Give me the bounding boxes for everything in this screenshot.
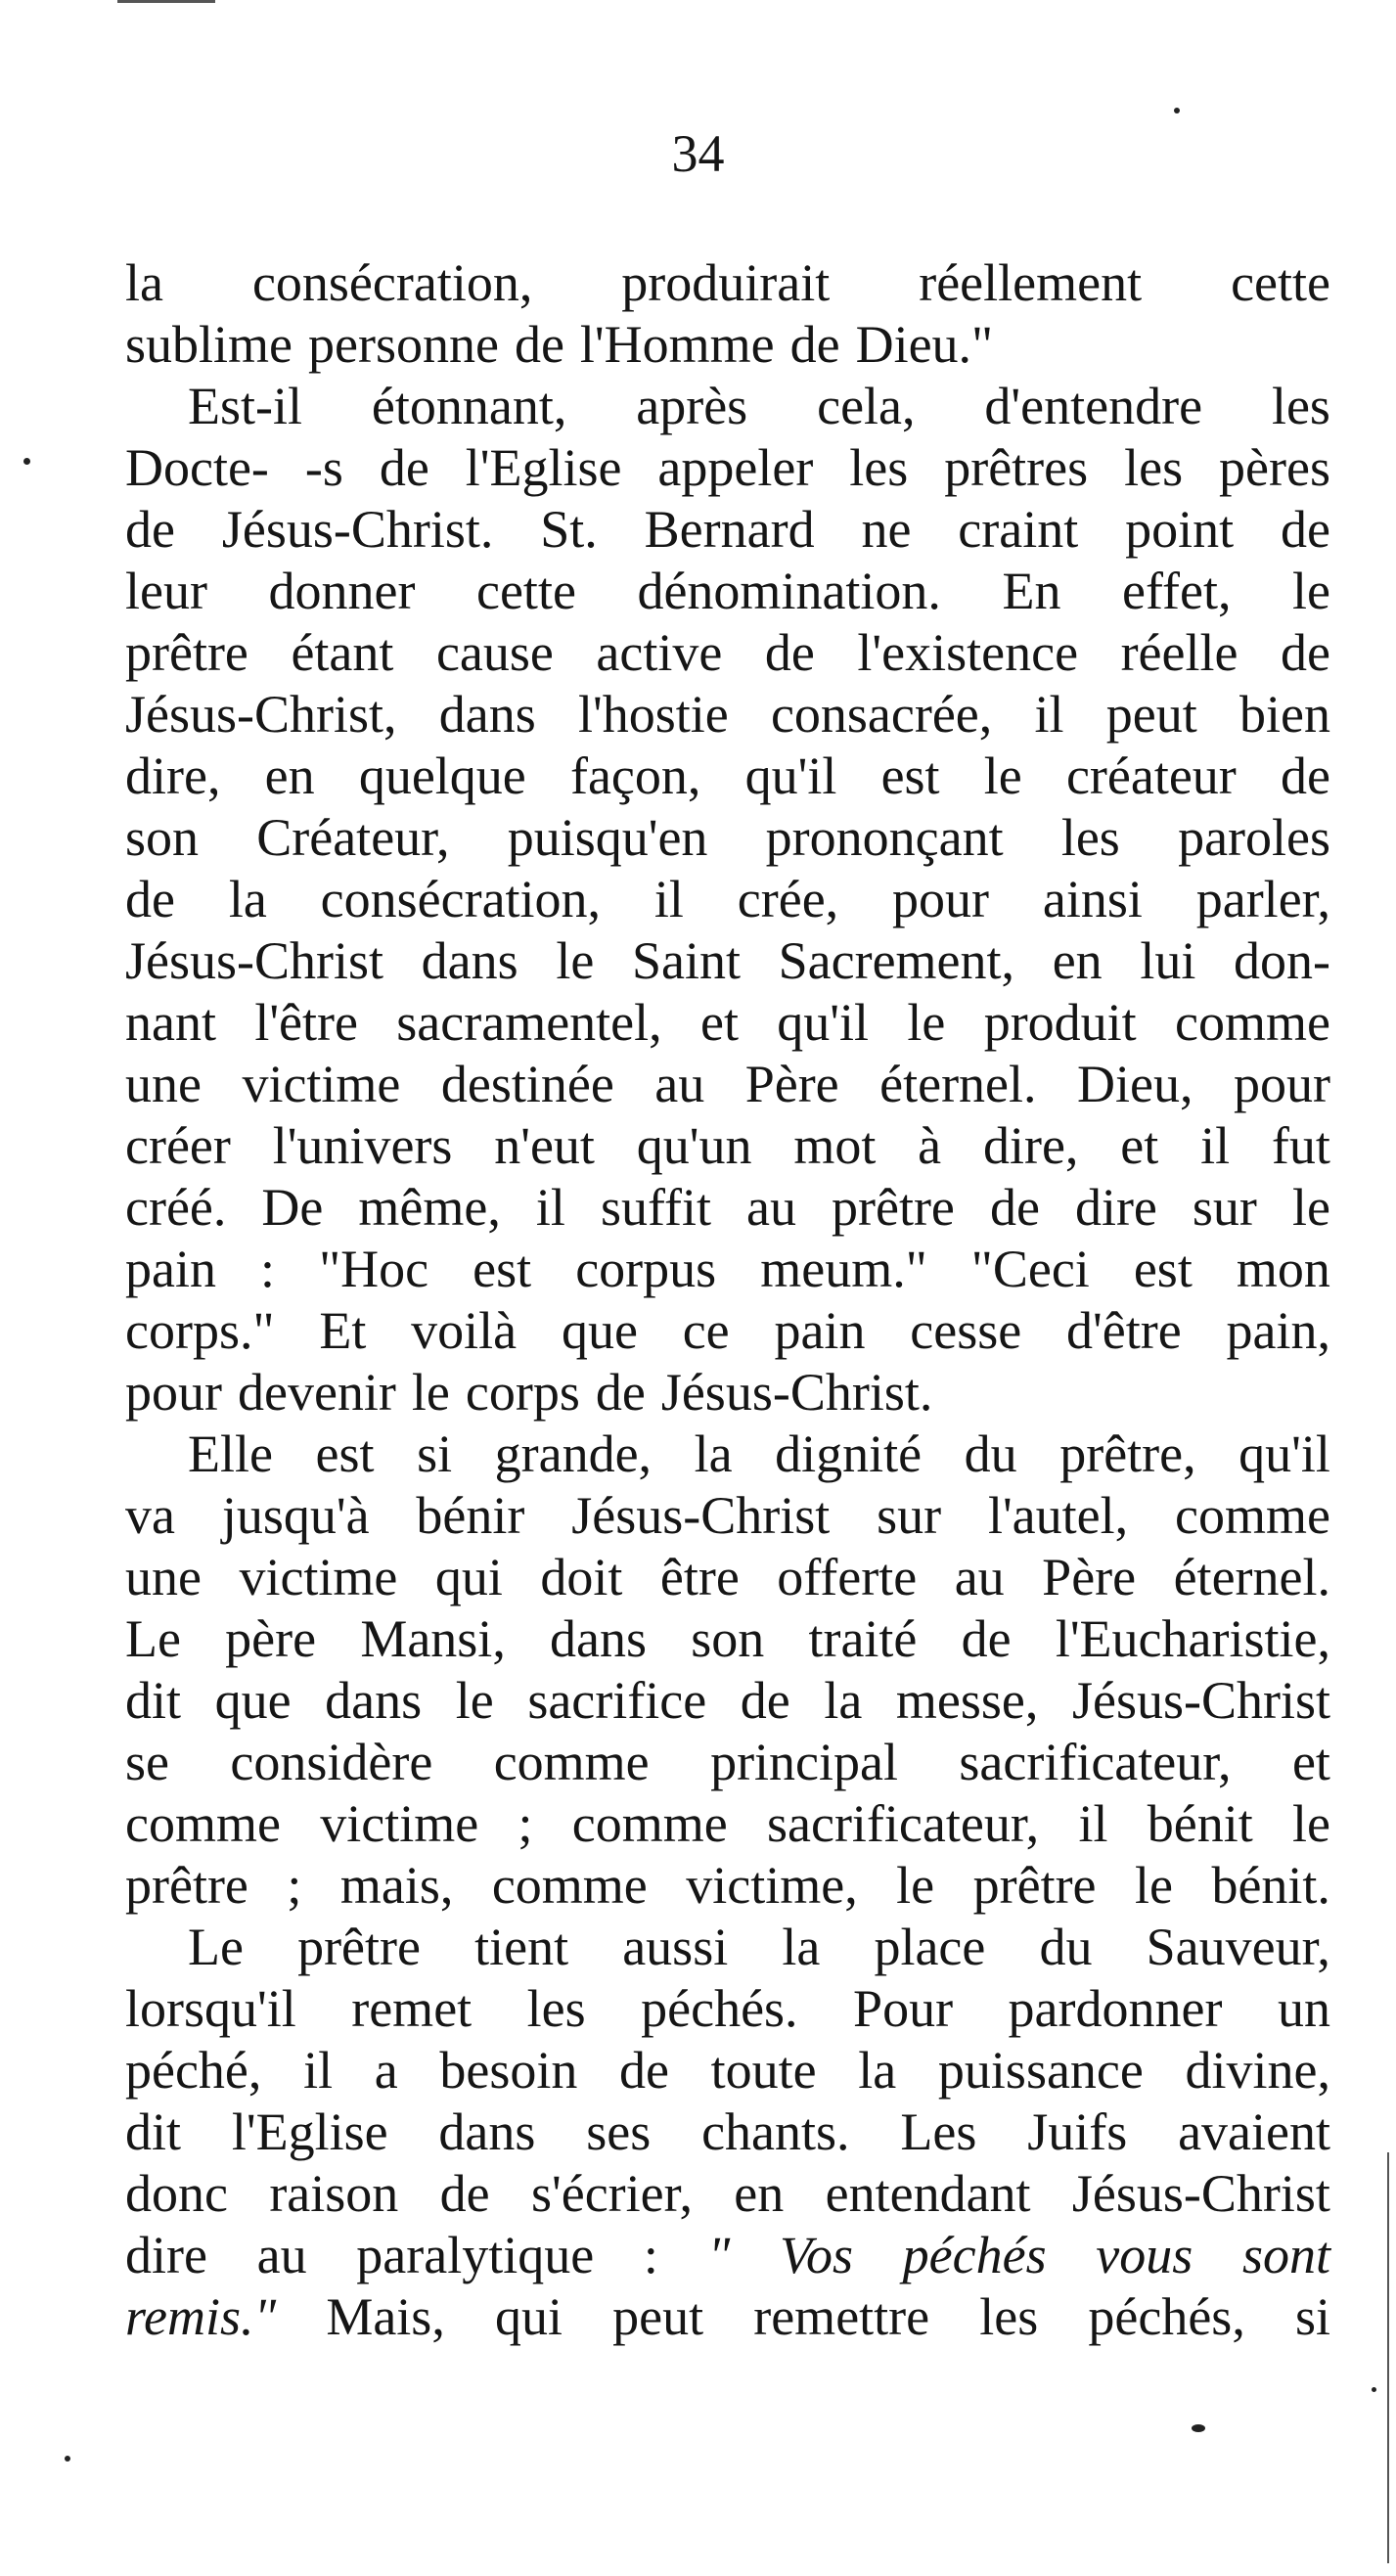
scan-speck (1192, 2424, 1205, 2432)
text-line: pour devenir le corps de Jésus-Christ. (125, 1363, 933, 1422)
text-line: créer l'univers n'eut qu'un mot à dire, et il fut (125, 1116, 1330, 1175)
text-line: prêtre étant cause active de l'existence réelle de (125, 623, 1330, 682)
text-line: pain : "Hoc est corpus meum." "Ceci est mon (125, 1240, 1330, 1298)
text-line: leur donner cette dénomination. En effet, le (125, 562, 1330, 620)
text-line: créé. De même, il suffit au prêtre de dire sur le (125, 1178, 1330, 1237)
text-line: donc raison de s'écrier, en entendant Jésus-Christ (125, 2164, 1330, 2223)
page-edge-mark (1387, 2152, 1389, 2563)
text-line: nant l'être sacramentel, et qu'il le produit comme (125, 993, 1330, 1052)
text-line: péché, il a besoin de toute la puissance divine, (125, 2041, 1330, 2100)
text-line: corps." Et voilà que ce pain cesse d'être pain, (125, 1301, 1330, 1360)
text-line: lorsqu'il remet les péchés. Pour pardonner un (125, 1979, 1330, 2038)
text-line: une victime destinée au Père éternel. Dieu, pour (125, 1055, 1330, 1113)
text-line: une victime qui doit être offerte au Père éternel. (125, 1548, 1330, 1606)
text-line: Jésus-Christ dans le Saint Sacrement, en lui don- (125, 931, 1330, 990)
text-line: Elle est si grande, la dignité du prêtre, qu'il (188, 1424, 1330, 1483)
text-line: Le prêtre tient aussi la place du Sauveur, (188, 1918, 1330, 1976)
text-line: dire, en quelque façon, qu'il est le créateur de (125, 746, 1330, 805)
text-line: Jésus-Christ, dans l'hostie consacrée, il peut bien (125, 685, 1330, 744)
scan-speck (23, 458, 30, 465)
scan-speck (1174, 108, 1180, 113)
text-line: Docte- -s de l'Eglise appeler les prêtres les pères (125, 438, 1330, 497)
text-line: la consécration, produirait réellement cette (125, 253, 1330, 312)
text-line: se considère comme principal sacrificateur, et (125, 1733, 1330, 1791)
text-line: son Créateur, puisqu'en prononçant les paroles (125, 808, 1330, 867)
text-line: sublime personne de l'Homme de Dieu." (125, 315, 994, 374)
text-line: comme victime ; comme sacrificateur, il bénit le (125, 1794, 1330, 1853)
text-line: de la consécration, il crée, pour ainsi parler, (125, 870, 1330, 928)
page-number: 34 (671, 124, 725, 183)
text-line: de Jésus-Christ. St. Bernard ne craint point de (125, 500, 1330, 559)
text-line: remis." Mais, qui peut remettre les péchés, si (125, 2287, 1330, 2346)
text-line: dit que dans le sacrifice de la messe, Jésus-Christ (125, 1671, 1330, 1730)
scan-speck (65, 2456, 70, 2462)
scan-speck (1372, 2387, 1376, 2392)
text-line: prêtre ; mais, comme victime, le prêtre le bénit. (125, 1856, 1330, 1915)
text-line: va jusqu'à bénir Jésus-Christ sur l'autel, comme (125, 1486, 1330, 1545)
text-line: Est-il étonnant, après cela, d'entendre les (188, 377, 1330, 435)
text-line: dire au paralytique : " Vos péchés vous sont (125, 2226, 1330, 2284)
text-line: dit l'Eglise dans ses chants. Les Juifs avaient (125, 2102, 1330, 2161)
page-edge-mark (117, 0, 215, 3)
body-text (125, 252, 1330, 2348)
text-line: Le père Mansi, dans son traité de l'Eucharistie, (125, 1609, 1330, 1668)
